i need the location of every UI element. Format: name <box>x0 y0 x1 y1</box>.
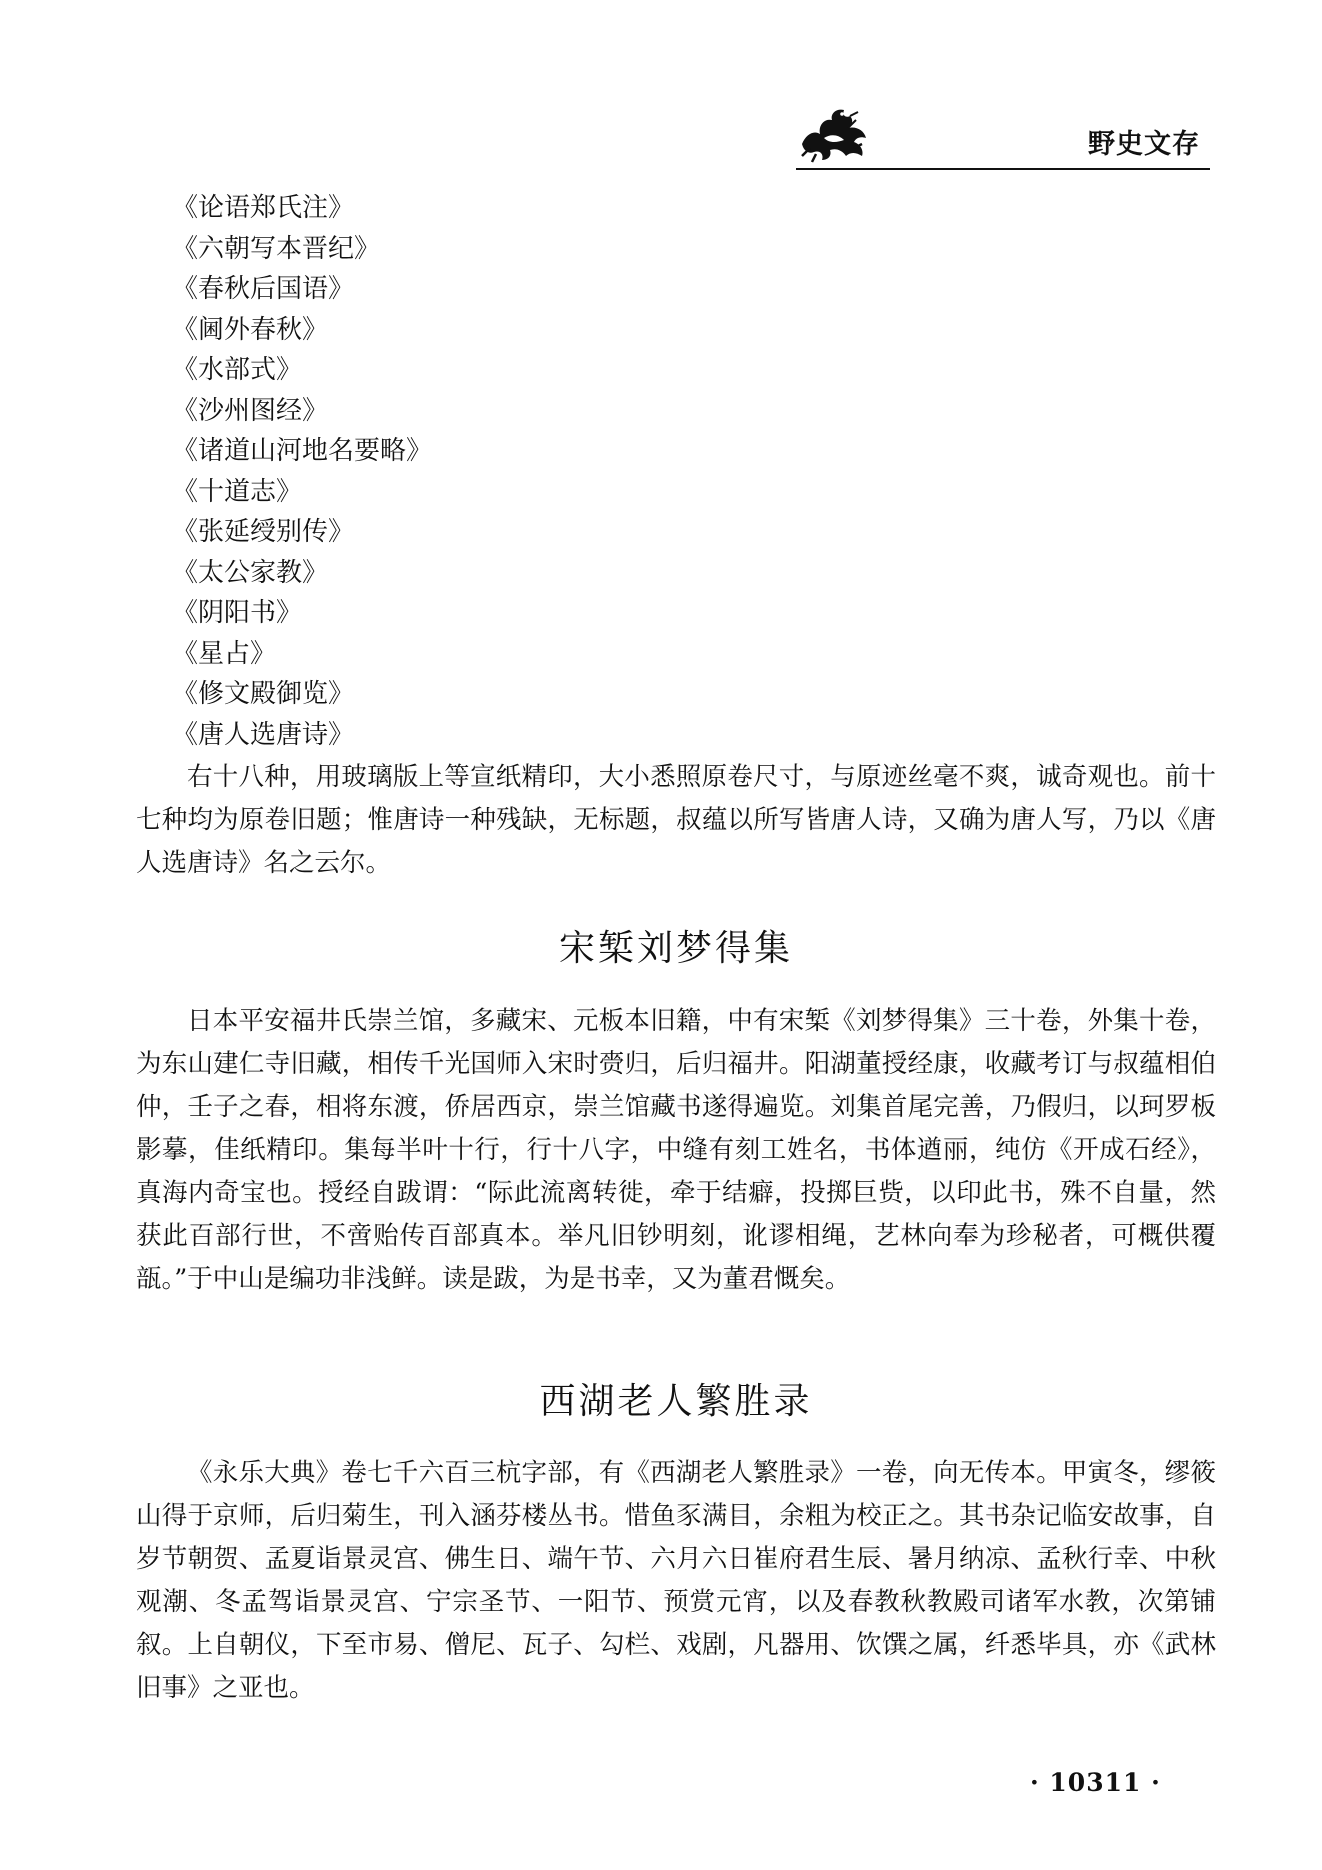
section-body: 《永乐大典》卷七千六百三杭字部，有《西湖老人繁胜录》一卷，向无传本。甲寅冬，缪筱山得于京师，后归菊生，刊入涵芬楼丛书。惜鱼豕满目，余粗为校正之。其书杂记临安故事，自岁节朝贺、孟夏诣景灵宫、佛生日、端午节、六月六日崔府君生辰、暑月纳凉、孟秋行幸、中秋观潮、冬孟驾诣景灵宫、宁宗圣节、一阳节、预赏元宵，以及春教秋教殿司诸军水教，次第铺叙。上自朝仪，下至市易、僧尼、瓦子、勾栏、戏剧，凡器用、饮馔之属，纤悉毕具，亦《武林旧事》之亚也。 <box>136 1458 1216 1703</box>
list-item: 《十道志》 <box>172 476 303 507</box>
list-item: 《诸道山河地名要略》 <box>172 436 433 466</box>
dragon-emblem-icon <box>796 104 874 164</box>
list-item: 《修文殿御览》 <box>172 679 355 709</box>
list-item: 《张延绶别传》 <box>172 517 355 547</box>
running-header-title: 野史文存 <box>1088 129 1200 160</box>
book-title-list <box>172 188 432 755</box>
list-item: 《论语郑氏注》 <box>172 193 355 223</box>
intro-paragraph: 右十八种，用玻璃版上等宣纸精印，大小悉照原卷尺寸，与原迹丝毫不爽，诚奇观也。前十七种均为原卷旧题；惟唐诗一种残缺，无标题，叔蕴以所写皆唐人诗，又确为唐人写，乃以《唐人选唐诗》名之云尔。 <box>136 762 1216 878</box>
section-title: 西湖老人繁胜录 <box>539 1381 813 1422</box>
list-item: 《春秋后国语》 <box>172 274 355 304</box>
section-body: 日本平安福井氏崇兰馆，多藏宋、元板本旧籍，中有宋椠《刘梦得集》三十卷，外集十卷，为东山建仁寺旧藏，相传千光国师入宋时赍归，后归福井。阳湖董授经康，收藏考订与叔蕴相伯仲，壬子之春，相将东渡，侨居西京，崇兰馆藏书遂得遍览。刘集首尾完善，乃假归，以珂罗板影摹，佳纸精印。集每半叶十行，行十八字，中缝有刻工姓名，书体遒丽，纯仿《开成石经》，真海内奇宝也。授经自跋谓：“际此流离转徙，牵于结癖，投掷巨赀，以印此书，殊不自量，然获此百部行世，不啻贻传百部真本。举凡旧钞明刻，讹谬相绳，艺林向奉为珍秘者，可概供覆瓿。”于中山是编功非浅鲜。读是跋，为是书幸，又为董君慨矣。 <box>136 1006 1216 1294</box>
list-item: 《阴阳书》 <box>172 598 303 628</box>
list-item: 《阃外春秋》 <box>172 314 329 345</box>
list-item: 《星占》 <box>172 638 277 669</box>
list-item: 《太公家教》 <box>172 557 329 588</box>
list-item: 《水部式》 <box>172 355 303 385</box>
running-header <box>790 100 1210 170</box>
header-rule <box>796 168 1210 170</box>
list-item: 《唐人选唐诗》 <box>172 719 355 750</box>
section-title: 宋椠刘梦得集 <box>558 928 793 969</box>
page-number: · 10311 · <box>1030 1768 1161 1797</box>
list-item: 《沙州图经》 <box>172 395 329 426</box>
list-item: 《六朝写本晋纪》 <box>172 233 381 264</box>
